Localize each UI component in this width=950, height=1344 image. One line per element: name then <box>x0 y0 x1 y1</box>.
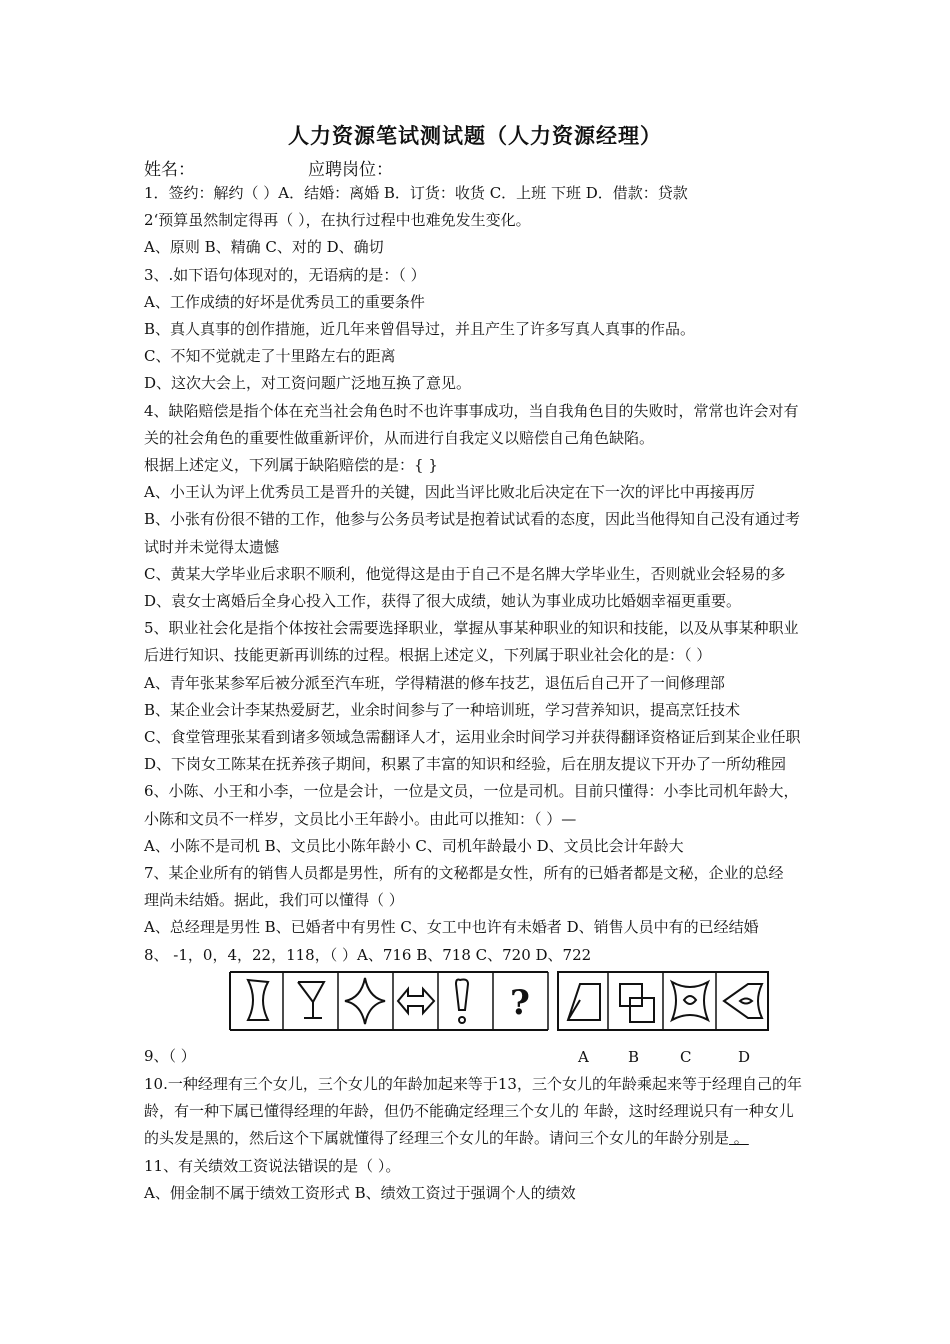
header-fields <box>144 155 393 180</box>
text-line: 5、职业社会化是指个体按社会需要选择职业，掌握从事某种职业的知识和技能，以及从事某种职业 <box>144 619 799 638</box>
text-line: B、小张有份很不错的工作，他参与公务员考试是抱着试试看的态度，因此当他得知自己没有通过考 <box>144 510 801 529</box>
star-icon <box>345 978 385 1024</box>
text-line: 根据上述定义，下列属于缺陷赔偿的是：{ } <box>144 456 438 475</box>
text-line: 10.一种经理有三个女儿，三个女儿的年龄加起来等于13，三个女儿的年龄乘起来等于经理自己的年 <box>144 1074 802 1093</box>
text-line: A、青年张某参军后被分派至汽车班，学得精湛的修车技艺，退伍后自己开了一间修理部 <box>144 673 725 692</box>
option-letter-a: A <box>578 1048 589 1066</box>
question-mark: ? <box>510 983 530 1023</box>
text-line: A、小王认为评上优秀员工是晋升的关键，因此当评比败北后决定在下一次的评比中再接再厉 <box>144 483 755 502</box>
text-line: 4、缺陷赔偿是指个体在充当社会角色时不也许事事成功，当自我角色目的失败时，常常也许会对有 <box>144 401 799 420</box>
goblet-icon <box>298 982 324 1018</box>
option-letter-b: B <box>628 1048 640 1066</box>
bowl-shape-icon <box>248 980 268 1020</box>
sequence-frame <box>230 972 548 1030</box>
option-b-shape-icon <box>620 984 654 1022</box>
text-line: 2‘预算虽然制定得再（ ），在执行过程中也难免发生变化。 <box>144 211 531 230</box>
text-line: D、袁女士离婚后全身心投入工作，获得了很大成绩，她认为事业成功比婚姻幸福更重要。 <box>144 592 742 611</box>
q10-text: 的头发是黑的，然后这个下属就懂得了经理三个女儿的年龄。请问三个女儿的年龄分别是 <box>144 1129 730 1148</box>
text-line: C、黄某大学毕业后求职不顺利，他觉得这是由于自己不是名牌大学毕业生，否则就业会轻易的多 <box>144 564 786 583</box>
option-letter-c: C <box>680 1048 692 1066</box>
name-label: 姓名： <box>144 160 195 180</box>
text-line: 龄，有一种下属已懂得经理的年龄，但仍不能确定经理三个女儿的 年龄，这时经理说只有一种女儿 <box>144 1102 794 1121</box>
option-c-shape-icon <box>672 982 708 1020</box>
text-line: 11、有关绩效工资说法错误的是（ ）。 <box>144 1156 401 1175</box>
sequence-dividers <box>283 972 548 1030</box>
text-line: A、小陈不是司机 B、文员比小陈年龄小 C、司机年龄最小 D、文员比会计年龄大 <box>144 836 684 855</box>
text-line: A、工作成绩的好坏是优秀员工的重要条件 <box>144 292 425 311</box>
text-line: 小陈和文员不一样岁，文员比小王年龄小。由此可以推知：（ ）— <box>144 809 577 828</box>
text-line: 理尚未结婚。据此，我们可以懂得（ ） <box>144 891 404 910</box>
double-arrow-icon <box>398 989 434 1013</box>
option-dividers <box>608 972 716 1030</box>
text-line: 8、 -1，0，4，22，118，（ ）A、716 B、718 C、720 D、722 <box>144 945 592 964</box>
exclamation-icon <box>456 980 468 1011</box>
pattern-figure <box>228 970 773 1032</box>
text-line: D、这次大会上，对工资问题广泛地互换了意见。 <box>144 374 472 393</box>
answer-blank: 。 <box>729 1129 749 1148</box>
exclamation-dot-icon <box>459 1017 465 1023</box>
question-body <box>144 180 884 1207</box>
option-letter-d: D <box>738 1048 751 1066</box>
text-line: 关的社会角色的重要性做重新评价，从而进行自我定义以赔偿自己角色缺陷。 <box>144 428 655 447</box>
text-line: C、不知不觉就走了十里路左右的距离 <box>144 347 396 366</box>
option-d-shape-icon <box>724 984 762 1018</box>
text-line: 后进行知识、技能更新再训练的过程。根据上述定义，下列属于职业社会化的是：（ ） <box>144 646 712 665</box>
text-line: A、佣金制不属于绩效工资形式 B、绩效工资过于强调个人的绩效 <box>144 1183 576 1202</box>
option-a-shape-icon <box>568 984 600 1020</box>
position-label: 应聘岗位： <box>308 160 393 180</box>
text-line: D、下岗女工陈某在抚养孩子期间，积累了丰富的知识和经验，后在朋友提议下开办了一所幼稚园 <box>144 755 787 774</box>
text-line: 3、.如下语句体现对的，无语病的是：（ ） <box>144 265 426 284</box>
text-line: 7、某企业所有的销售人员都是男性，所有的文秘都是女性，所有的已婚者都是文秘，企业的总经 <box>144 864 784 883</box>
text-line: C、食堂管理张某看到诸多领域急需翻译人才，运用业余时间学习并获得翻译资格证后到某企业任职 <box>144 728 801 747</box>
text-line: B、真人真事的创作措施，近几年来曾倡导过，并且产生了许多写真人真事的作品。 <box>144 320 696 339</box>
text-line: 6、小陈、小王和小李，一位是会计，一位是文员，一位是司机。目前只懂得：小李比司机年龄大， <box>144 782 799 801</box>
q9-label: 9、（ ） <box>144 1047 196 1065</box>
text-line: 试时并未觉得太遗憾 <box>144 537 280 556</box>
text-line: A、原则 B、精确 C、对的 D、确切 <box>144 238 384 257</box>
page-title: 人力资源笔试测试题（人力资源经理） <box>288 123 662 148</box>
text-line: 1．签约：解约（ ）A．结婚：离婚 B．订货：收货 C．上班 下班 D．借款：贷款 <box>144 184 688 202</box>
text-line: B、某企业会计李某热爱厨艺，业余时间参与了一种培训班，学习营养知识，提高烹饪技术 <box>144 700 741 719</box>
text-line <box>144 1125 884 1152</box>
text-line: A、总经理是男性 B、已婚者中有男性 C、女工中也许有未婚者 D、销售人员中有的已经结婚 <box>144 918 759 937</box>
